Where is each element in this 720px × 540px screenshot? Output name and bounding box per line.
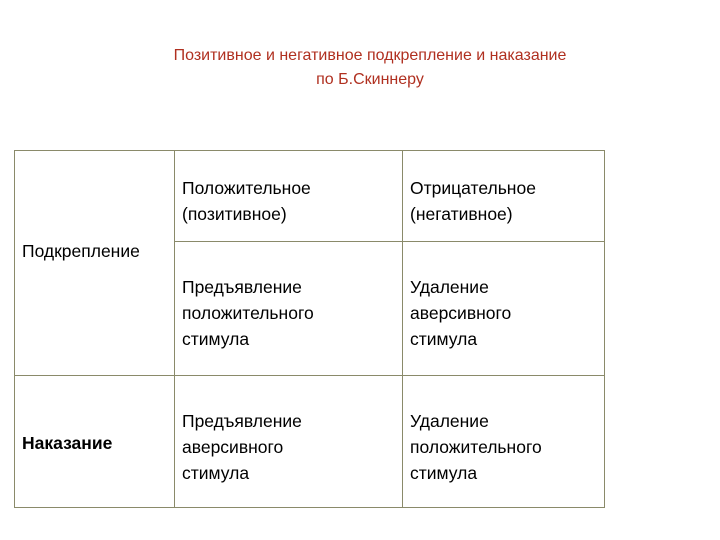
title-line-1: Позитивное и негативное подкрепление и наказание [173,47,567,64]
corner-cell [15,151,175,242]
header-positive: Положительное (позитивное) [175,151,403,242]
row-label-cell-punishment [15,376,175,508]
cell-punishment-negative: Удаление положительного стимула [403,376,605,508]
cell-punishment-positive: Предъявление аверсивного стимула [175,376,403,508]
table-row [15,376,605,508]
reinforcement-table [14,150,605,508]
header-negative: Отрицательное (негативное) [403,151,605,242]
cell-reinforcement-positive: Предъявление положительного стимула [175,242,403,376]
title-line-2: по Б.Скиннеру [316,71,424,88]
row-label-reinforcement: Подкрепление [22,241,140,261]
row-label-punishment: Наказание [22,433,113,453]
cell-reinforcement-negative: Удаление аверсивного стимула [403,242,605,376]
slide-title [0,44,720,92]
table-header-row [15,151,605,242]
